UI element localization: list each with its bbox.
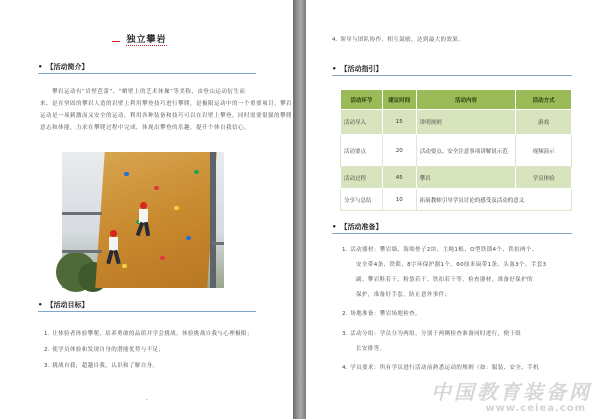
table-row xyxy=(341,135,572,167)
table-row xyxy=(341,167,572,189)
prep-item-line-4: 保护，准备好手套，防止意外事件； xyxy=(356,292,451,298)
prep-item-line-2: 安全带4条、铁锁、8字环保护器1个、60厘米扁带1条、头盔3个、手套3 xyxy=(356,262,547,268)
section-underline xyxy=(332,233,572,234)
section-underline xyxy=(38,73,256,74)
goal-item-2: 2. 使学员体验和发现自身的潜能优势与不足； xyxy=(44,347,165,353)
table-cell: 10 xyxy=(382,189,416,211)
prep-item-2: 2. 场地准备：攀岩场地检查。 xyxy=(342,311,421,317)
table-header-cell: 活动方式 xyxy=(516,90,572,110)
table-cell: 20 xyxy=(382,135,416,167)
section-guide-heading: • 【活动指引】 xyxy=(332,65,383,73)
support-pole xyxy=(210,152,216,288)
intro-line-1: 攀岩运动有“岩壁芭蕾”、“峭壁上的艺术体操”等美称，由登山运动衍生而 xyxy=(52,89,246,95)
watermark-url: www.ceiea.com xyxy=(485,403,586,414)
table-cell: 45 xyxy=(382,167,416,189)
intro-line-2: 来，是在坚固的攀岩人造的岩壁上利用攀登技巧进行攀爬，是极限运动中的一个重要项目。攀岩 xyxy=(40,101,293,107)
section-intro-heading: • 【活动简介】 xyxy=(38,63,89,71)
activity-guide-table xyxy=(340,89,572,211)
table-cell: 活动过程 xyxy=(341,167,383,189)
table-header-cell: 建议时间 xyxy=(382,90,416,110)
table-cell: 活动要点 xyxy=(341,135,383,167)
table-header-cell: 活动内容 xyxy=(416,90,516,110)
section-underline xyxy=(332,75,572,76)
goal-item-1: 1. 让体验者体验攀爬，培养勇敢的品质并学会挑战，体验挑战自我与心理极限； xyxy=(44,331,253,337)
section-underline xyxy=(38,311,256,312)
table-header-row xyxy=(341,90,572,110)
document-title: 独立攀岩 xyxy=(126,35,167,45)
table-row xyxy=(341,110,572,135)
table-cell: 游戏 xyxy=(516,110,572,135)
intro-line-4: 意志和体能，力求在攀爬过程中完成，体现出攀登的乐趣，提升个体自我信心。 xyxy=(40,125,251,131)
watermark-text: 中国教育装备网 xyxy=(431,380,592,404)
table-cell: 活动导入 xyxy=(341,110,383,135)
prep-item-4: 4. 学员要求：所有学员进行活动前熟悉运动的规则（如：服装、安全、手机 xyxy=(342,365,539,371)
table-cell: 分享与总结 xyxy=(341,189,383,211)
table-cell: 活动要点、安全注意事项讲解说示范 xyxy=(416,135,516,167)
prep-item-line-1: 1. 活动器材：攀岩墙、海绵垫子2块、主绳1根、O型铁锁4个、铁扣两个、 xyxy=(342,247,538,253)
intro-line-3: 运动是一项刺激而又安全的运动，利用各种装备和技巧可以在岩壁上攀登，同时需要很强的攀爬 xyxy=(40,113,293,119)
table-row xyxy=(341,189,572,211)
prev-goal-item-4: 4. 领导与团队协作，相互鼓励，达到最大的效果。 xyxy=(332,37,465,43)
table-cell: 攀岩 xyxy=(416,167,516,189)
goal-item-3: 3. 挑战自我，超越自我，认识和了解自身。 xyxy=(44,363,159,369)
section-goals-heading: • 【活动目标】 xyxy=(38,301,89,309)
page-marker: . xyxy=(146,395,148,402)
table-cell: 拓展教师引导学员讨论的感受及活动的意义 xyxy=(416,189,571,211)
document-page-left xyxy=(0,0,293,419)
prep-item-3-cont: 长安排等。 xyxy=(356,346,386,352)
table-cell: 学员体验 xyxy=(516,167,572,189)
page-gap xyxy=(293,0,306,419)
table-cell: 15 xyxy=(382,110,416,135)
rock-climbing-photo xyxy=(62,152,224,288)
prep-item-3: 3. 活动分组：学员分为两组，分别于两侧检查准备同时进行，便于组 xyxy=(342,331,522,337)
table-cell: 讲明规则 xyxy=(416,110,516,135)
table-cell: 视频演示 xyxy=(516,135,572,167)
prep-item-line-3: 副、攀岩鞋若干、粉袋若干、铁扣若干等，检查器材，准备好保护的 xyxy=(356,277,534,283)
table-header-cell: 活动环节 xyxy=(341,90,383,110)
section-prep-heading: • 【活动准备】 xyxy=(332,223,383,231)
